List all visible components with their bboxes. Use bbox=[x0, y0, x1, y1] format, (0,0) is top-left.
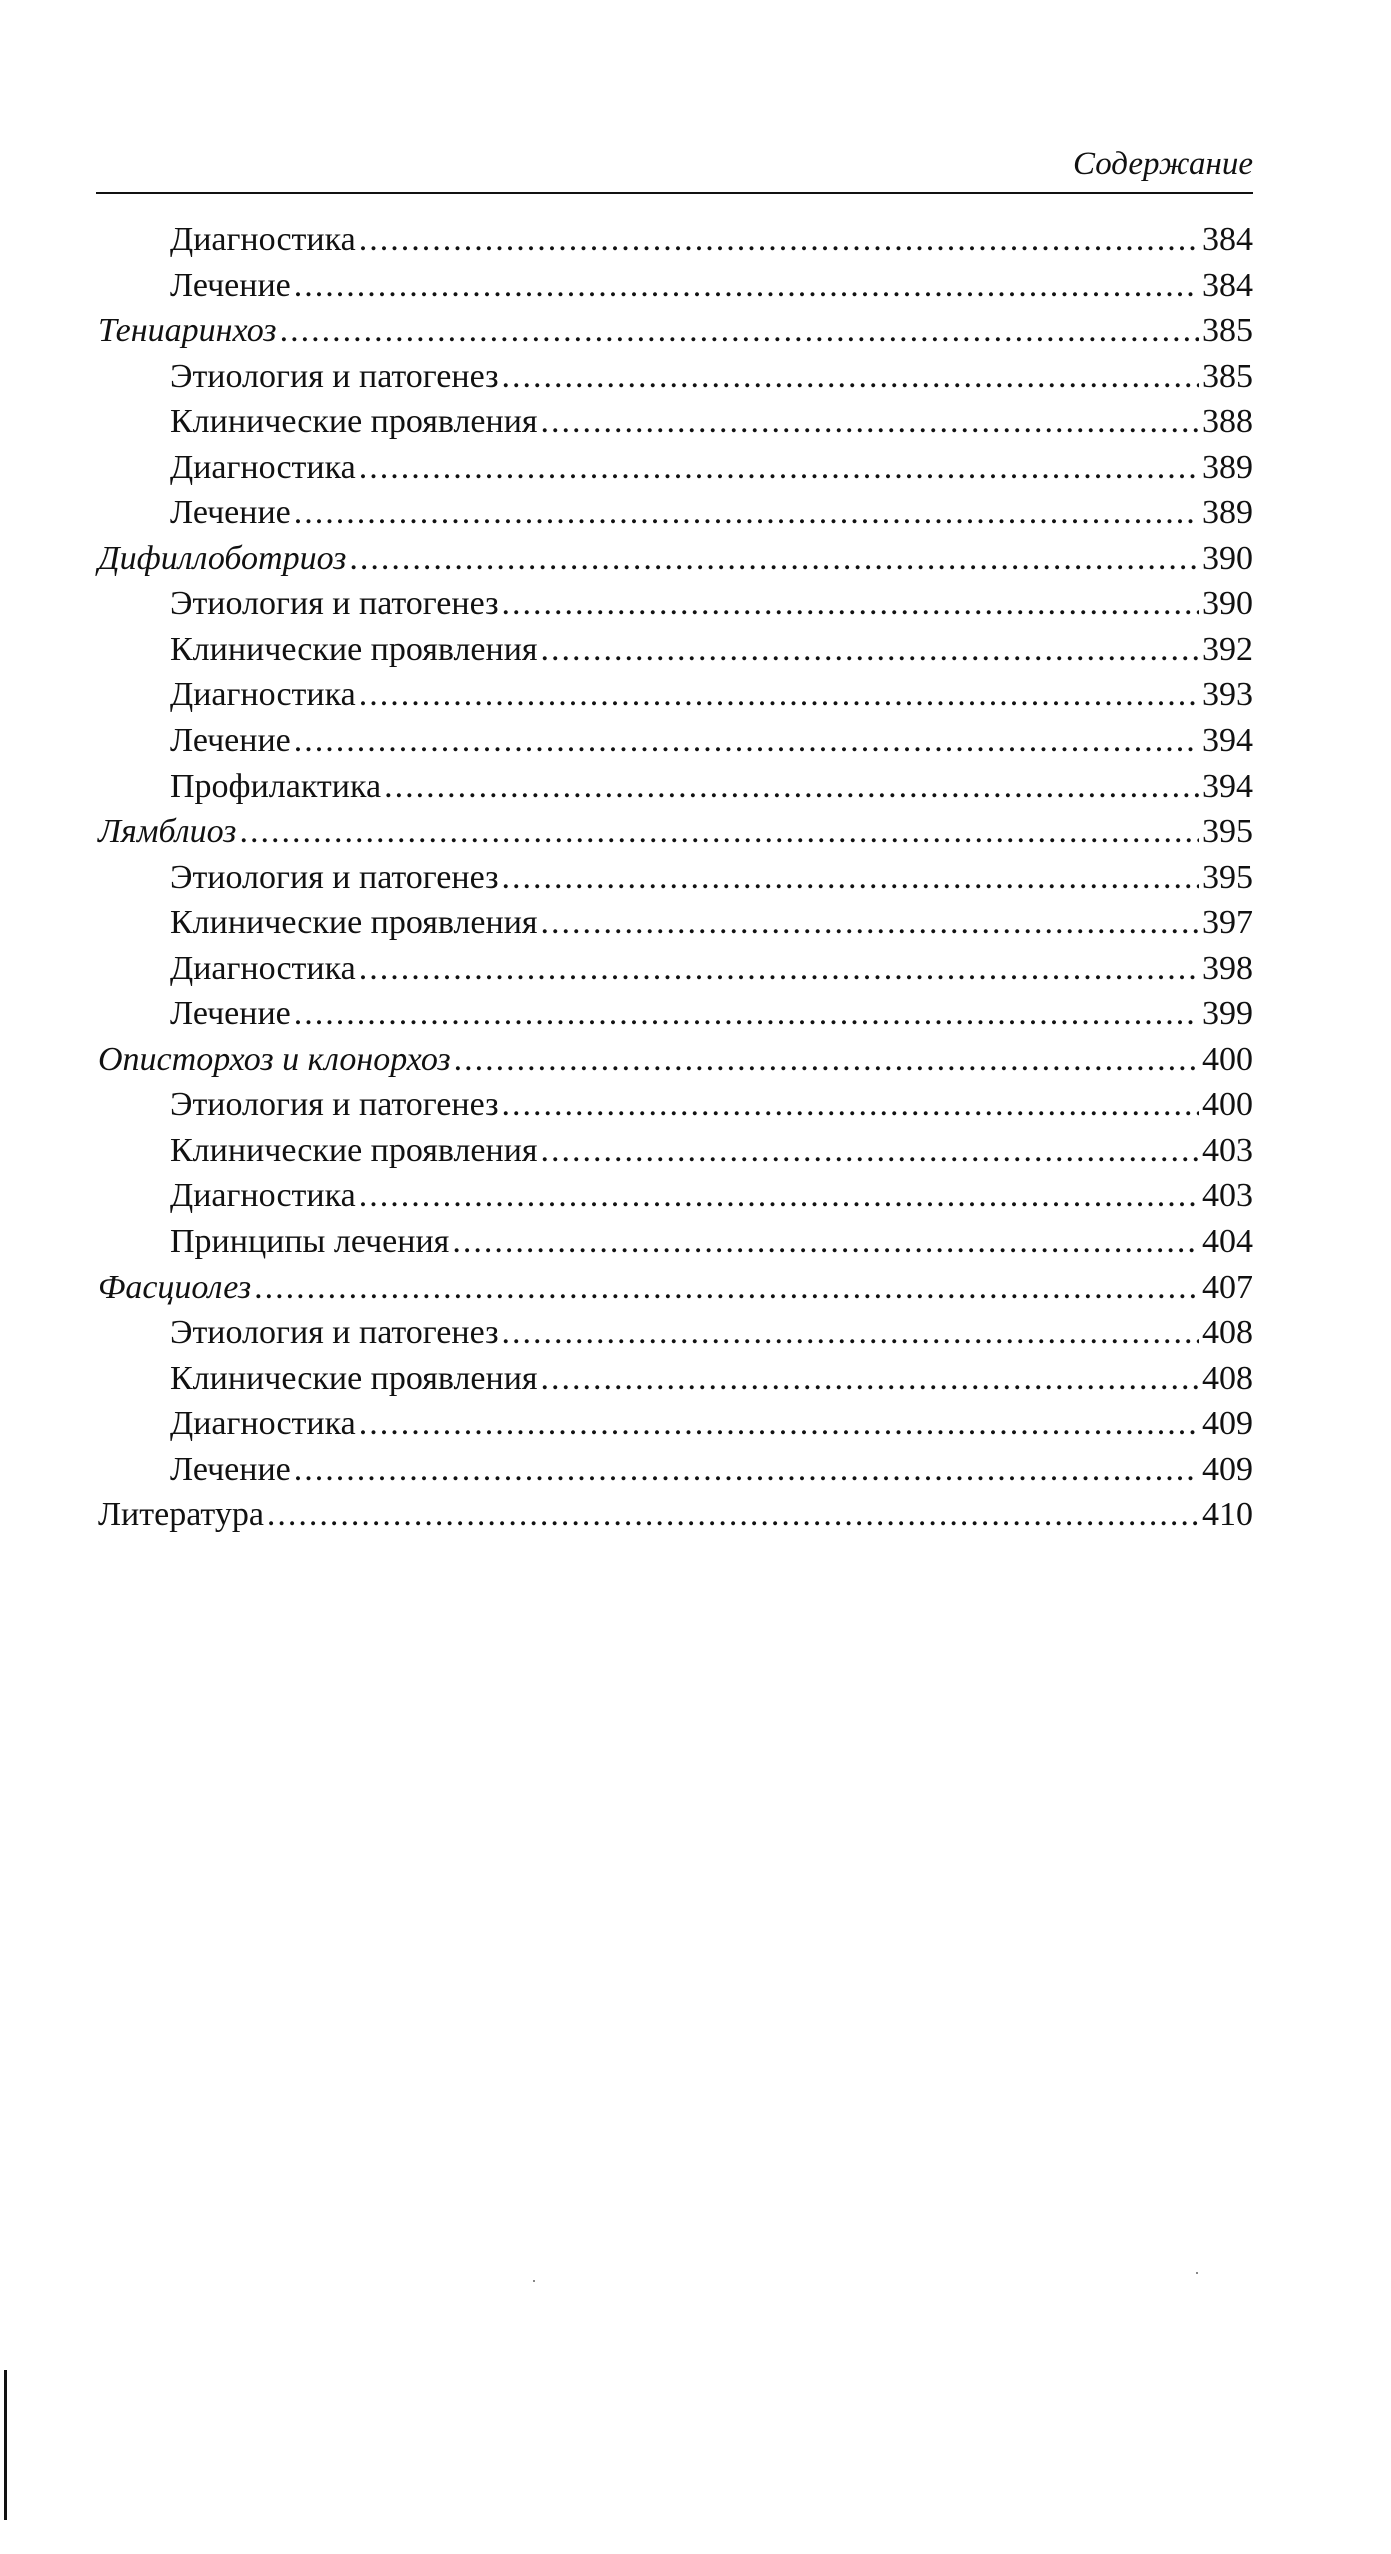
toc-section-entry bbox=[98, 263, 1253, 309]
toc-entry-label: Клинические проявления bbox=[170, 630, 538, 668]
dot-leader bbox=[254, 1265, 1199, 1311]
toc-section-entry bbox=[98, 900, 1253, 946]
toc-section-entry bbox=[98, 1310, 1253, 1356]
running-header bbox=[96, 142, 1253, 194]
toc-section-entry bbox=[98, 764, 1253, 810]
toc-section-entry bbox=[98, 1082, 1253, 1128]
toc-page-number: 395 bbox=[1202, 858, 1253, 896]
toc-entry-label: Этиология и патогенез bbox=[170, 1314, 499, 1352]
dot-leader bbox=[359, 946, 1199, 992]
toc-entry-label: Тениаринхоз bbox=[98, 312, 277, 350]
toc-page-number: 408 bbox=[1202, 1314, 1253, 1352]
toc-entry-label: Этиология и патогенез bbox=[170, 858, 499, 896]
toc-section-entry bbox=[98, 354, 1253, 400]
toc-entry-label: Лечение bbox=[170, 1450, 291, 1488]
toc-entry-label: Дифиллоботриоз bbox=[98, 539, 347, 577]
toc-page-number: 400 bbox=[1202, 1086, 1253, 1124]
toc-chapter-entry bbox=[98, 1492, 1253, 1538]
toc-section-entry bbox=[98, 581, 1253, 627]
dot-leader bbox=[502, 1082, 1199, 1128]
toc-section-entry bbox=[98, 1356, 1253, 1402]
running-header-title: Содержание bbox=[1072, 146, 1253, 182]
toc-entry-label: Профилактика bbox=[170, 767, 382, 805]
dot-leader bbox=[267, 1492, 1199, 1538]
toc-entry-label: Фасциолез bbox=[98, 1268, 252, 1306]
toc-page-number: 389 bbox=[1202, 448, 1253, 486]
toc-section-entry bbox=[98, 1219, 1253, 1265]
toc-section-entry bbox=[98, 991, 1253, 1037]
toc-entry-label: Литература bbox=[98, 1496, 264, 1534]
dot-leader bbox=[359, 672, 1199, 718]
toc-section-entry bbox=[98, 627, 1253, 673]
toc-page-number: 410 bbox=[1202, 1496, 1253, 1534]
toc-entry-label: Этиология и патогенез bbox=[170, 585, 499, 623]
toc-section-entry bbox=[98, 1128, 1253, 1174]
scan-speck bbox=[533, 2280, 535, 2282]
toc-page-number: 407 bbox=[1202, 1268, 1253, 1306]
toc-page-number: 397 bbox=[1202, 904, 1253, 942]
toc-section-entry bbox=[98, 490, 1253, 536]
toc-page-number: 403 bbox=[1202, 1177, 1253, 1215]
toc-entry-label: Диагностика bbox=[170, 949, 356, 987]
dot-leader bbox=[452, 1219, 1199, 1265]
toc-section-entry bbox=[98, 946, 1253, 992]
toc-section-entry bbox=[98, 1447, 1253, 1493]
scan-speck bbox=[1196, 2272, 1198, 2274]
dot-leader bbox=[541, 627, 1199, 673]
toc-entry-label: Лечение bbox=[170, 266, 291, 304]
toc-entry-label: Клинические проявления bbox=[170, 403, 538, 441]
dot-leader bbox=[454, 1037, 1199, 1083]
toc-page-number: 403 bbox=[1202, 1131, 1253, 1169]
dot-leader bbox=[294, 718, 1199, 764]
toc-chapter-entry bbox=[98, 809, 1253, 855]
toc-section-entry bbox=[98, 855, 1253, 901]
toc-page-number: 408 bbox=[1202, 1359, 1253, 1397]
dot-leader bbox=[239, 809, 1199, 855]
toc-section-entry bbox=[98, 1173, 1253, 1219]
toc-page-number: 404 bbox=[1202, 1223, 1253, 1261]
toc-page-number: 394 bbox=[1202, 767, 1253, 805]
toc-section-entry bbox=[98, 399, 1253, 445]
toc-entry-label: Клинические проявления bbox=[170, 904, 538, 942]
dot-leader bbox=[502, 354, 1199, 400]
dot-leader bbox=[502, 855, 1199, 901]
toc-entry-label: Лечение bbox=[170, 995, 291, 1033]
toc-entry-label: Диагностика bbox=[170, 1405, 356, 1443]
toc-page-number: 385 bbox=[1202, 357, 1253, 395]
toc-entry-label: Диагностика bbox=[170, 1177, 356, 1215]
dot-leader bbox=[359, 445, 1199, 491]
dot-leader bbox=[502, 581, 1199, 627]
toc-section-entry bbox=[98, 217, 1253, 263]
dot-leader bbox=[359, 1173, 1199, 1219]
dot-leader bbox=[384, 764, 1199, 810]
toc-entry-label: Этиология и патогенез bbox=[170, 1086, 499, 1124]
toc-entry-label: Принципы лечения bbox=[170, 1223, 450, 1261]
toc-section-entry bbox=[98, 718, 1253, 764]
toc-entry-label: Диагностика bbox=[170, 676, 356, 714]
dot-leader bbox=[502, 1310, 1199, 1356]
dot-leader bbox=[541, 399, 1199, 445]
toc-page-number: 409 bbox=[1202, 1450, 1253, 1488]
dot-leader bbox=[541, 900, 1199, 946]
toc-page-number: 398 bbox=[1202, 949, 1253, 987]
toc-page-number: 394 bbox=[1202, 722, 1253, 760]
toc-page-number: 392 bbox=[1202, 630, 1253, 668]
toc-entry-label: Лечение bbox=[170, 494, 291, 532]
toc-page-number: 395 bbox=[1202, 813, 1253, 851]
toc-page-number: 390 bbox=[1202, 539, 1253, 577]
toc-chapter-entry bbox=[98, 308, 1253, 354]
toc-page-number: 384 bbox=[1202, 266, 1253, 304]
toc-chapter-entry bbox=[98, 536, 1253, 582]
toc-page-number: 388 bbox=[1202, 403, 1253, 441]
toc-page-number: 409 bbox=[1202, 1405, 1253, 1443]
toc-section-entry bbox=[98, 672, 1253, 718]
dot-leader bbox=[359, 217, 1199, 263]
dot-leader bbox=[294, 991, 1199, 1037]
toc-entry-label: Клинические проявления bbox=[170, 1359, 538, 1397]
toc-entry-label: Диагностика bbox=[170, 221, 356, 258]
dot-leader bbox=[349, 536, 1199, 582]
table-of-contents bbox=[98, 217, 1253, 1538]
dot-leader bbox=[541, 1128, 1199, 1174]
toc-page-number: 389 bbox=[1202, 494, 1253, 532]
toc-page-number: 399 bbox=[1202, 995, 1253, 1033]
dot-leader bbox=[359, 1401, 1199, 1447]
toc-chapter-entry bbox=[98, 1037, 1253, 1083]
toc-page-number: 393 bbox=[1202, 676, 1253, 714]
margin-scan-line bbox=[4, 2370, 7, 2520]
dot-leader bbox=[294, 490, 1199, 536]
dot-leader bbox=[541, 1356, 1199, 1402]
dot-leader bbox=[294, 263, 1199, 309]
toc-entry-label: Диагностика bbox=[170, 448, 356, 486]
toc-entry-label: Описторхоз и клонорхоз bbox=[98, 1040, 451, 1078]
toc-entry-label: Клинические проявления bbox=[170, 1131, 538, 1169]
toc-page-number: 385 bbox=[1202, 312, 1253, 350]
dot-leader bbox=[294, 1447, 1199, 1493]
toc-page-number: 390 bbox=[1202, 585, 1253, 623]
toc-entry-label: Этиология и патогенез bbox=[170, 357, 499, 395]
toc-entry-label: Лечение bbox=[170, 722, 291, 760]
toc-page-number: 384 bbox=[1202, 221, 1253, 258]
toc-section-entry bbox=[98, 1401, 1253, 1447]
toc-page-number: 400 bbox=[1202, 1040, 1253, 1078]
toc-chapter-entry bbox=[98, 1265, 1253, 1311]
toc-section-entry bbox=[98, 445, 1253, 491]
toc-entry-label: Лямблиоз bbox=[98, 813, 237, 851]
dot-leader bbox=[280, 308, 1199, 354]
